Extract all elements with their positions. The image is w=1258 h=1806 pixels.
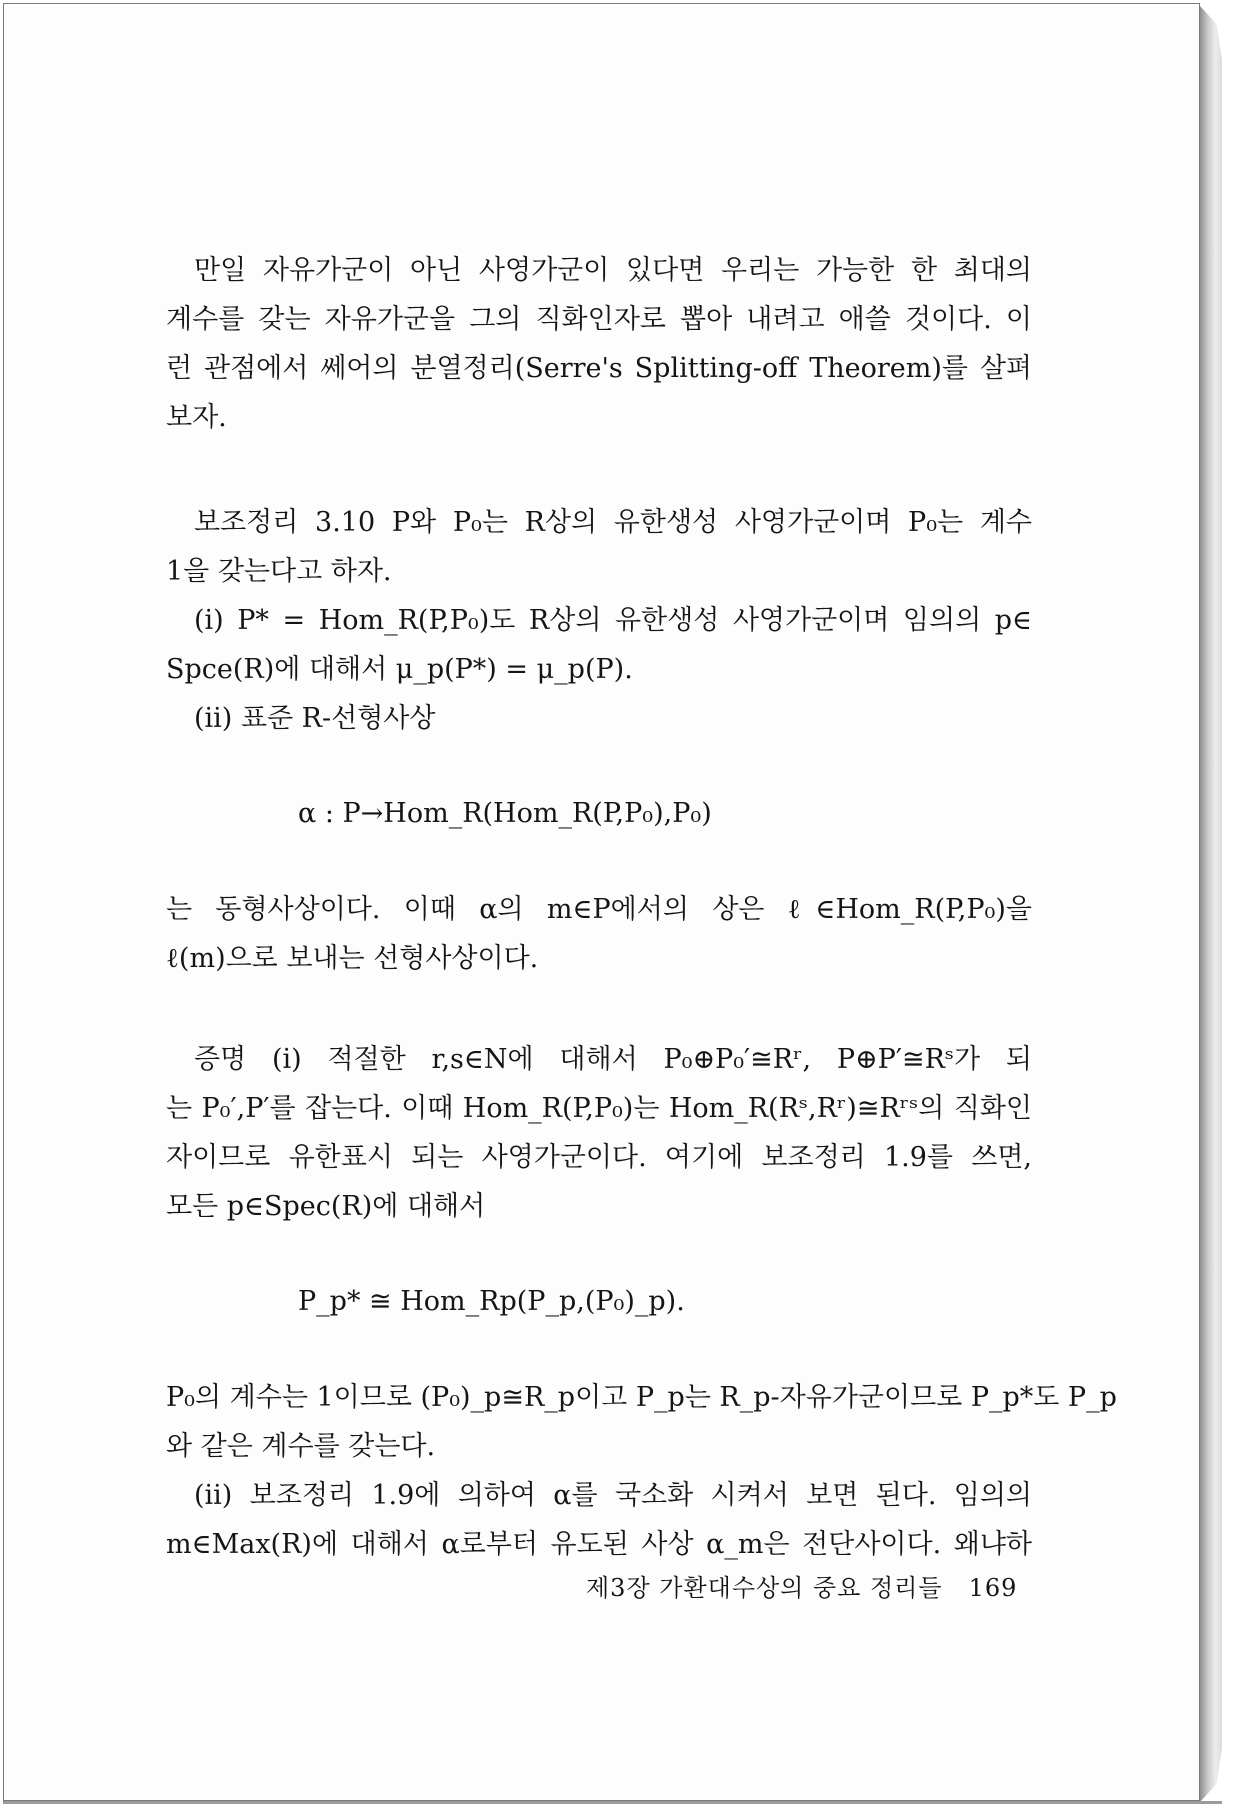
page-footer [586, 1568, 1017, 1603]
display-equation-map: α : P→Hom_R(Hom_R(P,P₀),P₀) [298, 798, 712, 829]
lemma-part-i [166, 596, 1032, 645]
page-text [166, 246, 1117, 1569]
display-equation-iso: P_p* ≅ Hom_Rp(P_p,(P₀)_p). [298, 1286, 685, 1317]
text-line: m∈Max(R)에 대해서 α로부터 유도된 사상 α_m은 전단사이다. 왜냐하 [166, 1529, 1032, 1560]
text-line: 만일 자유가군이 아닌 사영가군이 있다면 우리는 가능한 한 최대의 [194, 255, 1032, 286]
proof-part-ii [166, 1471, 1032, 1569]
text-line-last: 모든 p∈Spec(R)에 대해서 [166, 1191, 486, 1222]
page-edge-curl [1200, 6, 1222, 1802]
text-line: 는 동형사상이다. 이때 α의 m∈P에서의 상은 ℓ∈Hom_R(P,P₀)을 [166, 894, 1032, 925]
lemma-part-ii-cont [166, 885, 1032, 934]
page-bottom-shadow [3, 1801, 1222, 1804]
text-line: 증명 (i) 적절한 r,s∈N에 대해서 P₀⊕P₀′≅Rʳ, P⊕P′≅Rˢ가 되 [194, 1044, 1032, 1075]
intro-paragraph [166, 246, 1032, 393]
text-line-last: 와 같은 계수를 갖는다. [166, 1431, 436, 1462]
running-header-chapter: 제3장 가환대수상의 중요 정리들 [586, 1574, 943, 1602]
page-number: 169 [968, 1574, 1018, 1602]
lemma-part-ii: (ii) 표준 R-선형사상 [194, 703, 436, 734]
text-line-last: ℓ(m)으로 보내는 선형사상이다. [166, 943, 539, 974]
proof-rank-paragraph [166, 1373, 1117, 1422]
text-line: P₀의 계수는 1이므로 (P₀)_p≅R_p이고 P_p는 R_p-자유가군이므로 P_p*도 P_p [166, 1382, 1117, 1413]
text-line: 보조정리 3.10 P와 P₀는 R상의 유한생성 사영가군이며 P₀는 계수 [194, 507, 1032, 538]
text-line: (ii) 보조정리 1.9에 의하여 α를 국소화 시켜서 보면 된다. 임의의 [194, 1480, 1032, 1511]
text-line: 계수를 갖는 자유가군을 그의 직화인자로 뽑아 내려고 애쓸 것이다. 이 [166, 304, 1032, 335]
text-line: 런 관점에서 쎄어의 분열정리(Serre's Splitting-off Theorem)를 살펴 [166, 353, 1032, 384]
proof-paragraph [166, 1035, 1032, 1182]
text-line: 자이므로 유한표시 되는 사영가군이다. 여기에 보조정리 1.9를 쓰면, [166, 1142, 1032, 1173]
lemma-heading [166, 498, 1032, 547]
text-line: 는 P₀′,P′를 잡는다. 이때 Hom_R(P,P₀)는 Hom_R(Rˢ,Rʳ)≅Rʳˢ의 직화인 [166, 1093, 1032, 1124]
text-line: (i) P* = Hom_R(P,P₀)도 R상의 유한생성 사영가군이며 임의의 p∈ [194, 605, 1032, 636]
text-line-last: Spce(R)에 대해서 μ_p(P*) = μ_p(P). [166, 654, 633, 685]
text-line-last: 1을 갖는다고 하자. [166, 556, 392, 587]
text-line-last: 보자. [166, 402, 227, 433]
